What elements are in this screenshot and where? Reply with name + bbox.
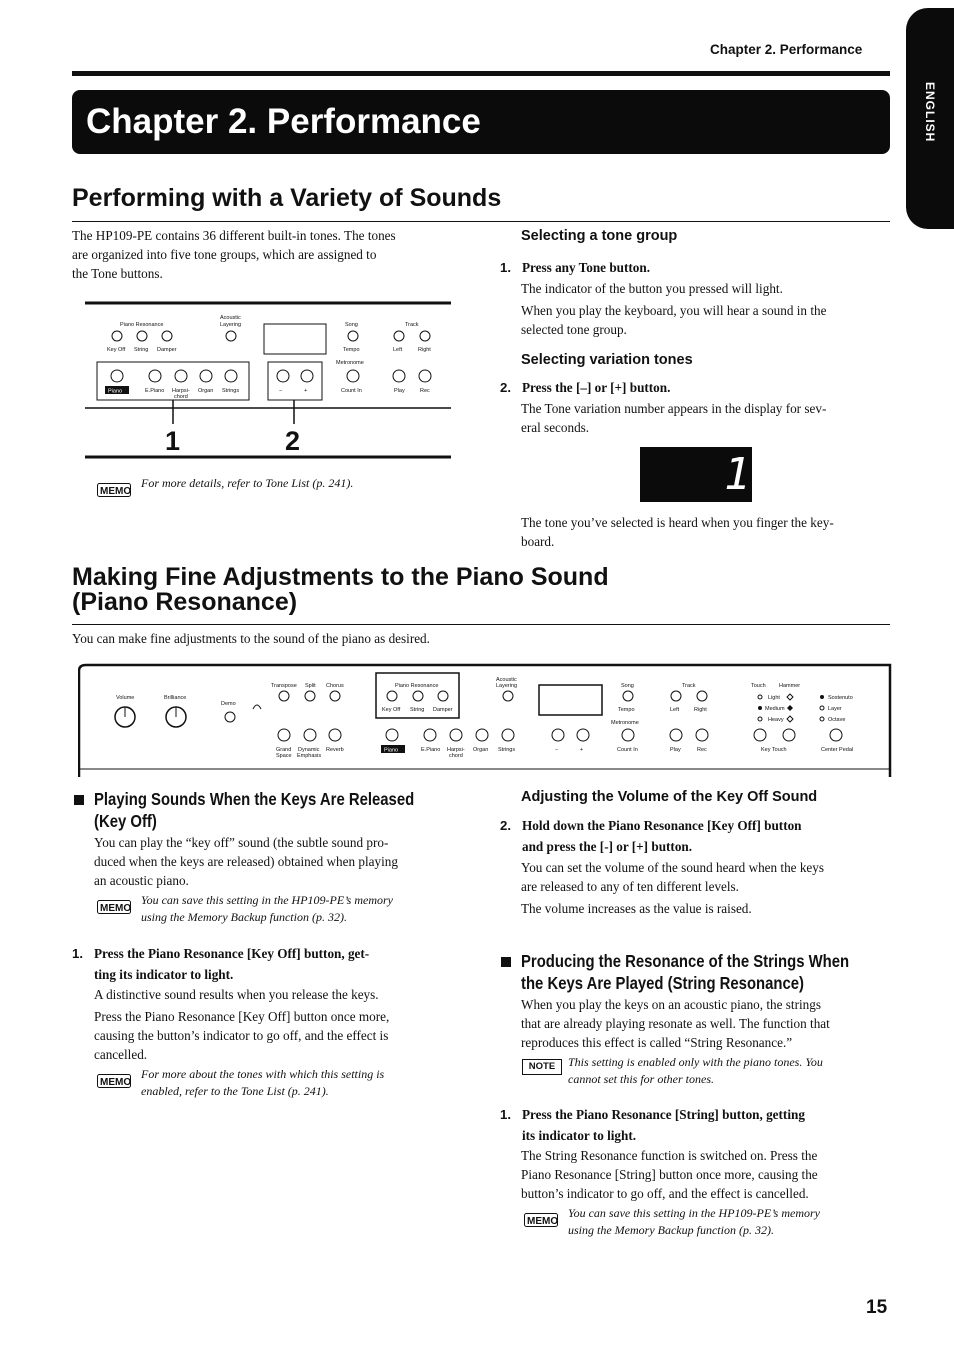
panel-label: Key Off [382,707,401,713]
memo-icon [97,483,131,497]
step-2-body: The Tone variation number appears in the display for sev- eral seconds. [521,401,827,435]
panel-label: Center Pedal [821,747,854,753]
svg-text:MEMO: MEMO [100,903,131,914]
memo-icon [524,1213,558,1227]
after-display-text: The tone you’ve selected is heard when you finger the key- board. [521,515,834,549]
display-digit: 1 [724,449,751,500]
panel-label: Right [694,707,707,713]
step-1: 1. Press any Tone button. [500,260,651,275]
panel-label: Layer [828,706,842,712]
full-panel-illustration [78,663,892,778]
panel-label: Harpsi- [172,388,190,394]
key-off-step-2-body: You can set the volume of the sound heard when the keys are released to any of ten different levels. The volume increases as the value is raised. [521,860,825,916]
bullet-square [74,795,84,805]
panel-label: Tempo [618,707,635,713]
panel-label: Split [305,683,316,689]
panel-label: Key Off [107,347,126,353]
panel-label: Octave [828,717,846,723]
tone-panel-illustration [85,300,455,462]
memo-text: For more about the tones with which this setting is enabled, refer to the Tone List (p. 241). [141,1067,385,1098]
panel-label: Grand [276,747,292,753]
section-title-sounds: Performing with a Variety of Sounds [72,184,502,212]
memo-text: You can save this setting in the HP109-PE’s memory using the Memory Backup function (p. 32). [568,1206,820,1237]
panel-label: Piano Resonance [120,322,164,328]
tone-display [640,447,752,502]
panel-label: Touch [751,683,766,689]
panel-label: Damper [433,707,453,713]
panel-label: Reverb [326,747,344,753]
panel-label: Organ [473,747,489,753]
panel-label: + [304,388,308,394]
panel-label: Transpose [271,683,297,689]
panel-label: Tempo [343,347,360,353]
memo-icon [97,1074,131,1088]
section1-intro: The HP109-PE contains 36 different built-in tones. The tones are organized into five tone groups, which are assigned to the Tone buttons. [72,228,396,281]
subheading-variation: Selecting variation tones [521,352,693,368]
panel-label: Harpsi- [447,747,465,753]
note-label: NOTE [522,1059,562,1075]
panel-label: Rec [697,747,707,753]
panel-label: Count In [341,388,362,394]
panel-label: Piano Resonance [395,683,439,689]
panel-label: Track [405,322,419,328]
key-off-step-1-body: A distinctive sound results when you release the keys. Press the Piano Resonance [Key Off] button once more, causing the button’s indicator to go off, and the effect is cancelled. [94,987,390,1062]
panel-label: − [279,388,283,394]
panel-label: Track [682,683,696,689]
svg-text:MEMO: MEMO [100,1077,131,1088]
panel-label: Play [670,747,681,753]
language-tab [906,8,954,229]
page-number: 15 [866,1297,888,1318]
heading-string-resonance: Producing the Resonance of the Strings When the Keys Are Played (String Resonance) [521,951,850,993]
panel-label: − [555,747,559,753]
panel-label: Layering [496,683,518,689]
panel-label: Left [670,707,680,713]
panel-label: Count In [617,747,638,753]
panel-label: chord [174,394,188,400]
panel-label: + [580,747,584,753]
panel-label: Hammer [779,683,801,689]
panel-label: Light [768,695,780,701]
panel-label: Heavy [768,717,784,723]
memo-text: You can save this setting in the HP109-PE’s memory using the Memory Backup function (p. 32). [141,893,393,924]
panel-label: Piano [108,388,123,395]
callout-2: 2 [285,426,301,456]
panel-label: Metronome [336,360,364,366]
memo-text: For more details, refer to Tone List (p. 241). [141,476,354,490]
chapter-banner [72,90,890,154]
step-1-body: The indicator of the button you pressed will light. When you play the keyboard, you will hear a sound in the selected tone group. [521,281,827,337]
panel-label: Brilliance [164,695,187,701]
panel-label: Play [394,388,405,394]
language-tab-label: ENGLISH [923,82,937,143]
bullet-square [501,957,511,967]
svg-text:MEMO: MEMO [100,486,131,497]
panel-label: Strings [222,388,240,394]
key-off-step-2: 2. Hold down the Piano Resonance [Key Off] button and press the [-] or [+] button. [500,818,802,854]
panel-label: Rec [420,388,430,394]
header-rule [72,71,890,76]
key-off-step-1: 1. Press the Piano Resonance [Key Off] button, get- ting its indicator to light. [72,946,370,982]
svg-text:MEMO: MEMO [527,1216,558,1227]
panel-label: Song [345,322,358,328]
string-resonance-step-1: 1. Press the Piano Resonance [String] button, getting its indicator to light. [500,1107,805,1143]
panel-label: Song [621,683,634,689]
panel-label: Acoustic [496,677,517,683]
panel-label: Volume [116,695,135,701]
section-rule [72,221,890,222]
panel-label: Sostenuto [828,695,853,701]
panel-label: Right [418,347,431,353]
panel-label: Space [276,753,292,759]
key-off-body: You can play the “key off” sound (the subtle sound pro- duced when the keys are released) obtained when playing an acoustic piano. [94,835,398,888]
panel-label: String [134,347,149,353]
string-resonance-step-1-body: The String Resonance function is switched on. Press the Piano Resonance [String] button once more, causing the button’s indicator to go off, and the effect is cancelled. [521,1148,818,1201]
panel-label: Metronome [611,720,639,726]
panel-label: Demo [221,701,236,707]
section-title-piano-resonance: Making Fine Adjustments to the Piano Sound (Piano Resonance) [72,563,609,616]
panel-label: Layering [220,322,242,328]
memo-icon [97,900,131,914]
panel-label: Piano [384,747,399,754]
section2-intro: You can make fine adjustments to the sound of the piano as desired. [72,631,430,646]
panel-label: Left [393,347,403,353]
panel-label: Strings [498,747,516,753]
string-resonance-body: When you play the keys on an acoustic piano, the strings that are already playing resonate as well. The function that reproduces this effect is called “String Resonance.” [521,997,830,1050]
panel-label: Dynamic [298,747,320,753]
panel-label: Organ [198,388,214,394]
panel-label: Acoustic [220,315,241,321]
panel-label: Damper [157,347,177,353]
section-rule [72,624,890,625]
panel-label: chord [449,753,463,759]
panel-label: E.Piano [421,747,441,753]
subheading-adjust-volume: Adjusting the Volume of the Key Off Sound [521,789,818,805]
running-header: Chapter 2. Performance [710,42,863,57]
callout-1: 1 [165,426,181,456]
chapter-title: Chapter 2. Performance [86,102,481,141]
panel-label: E.Piano [145,388,165,394]
panel-label: String [410,707,425,713]
heading-key-off: Playing Sounds When the Keys Are Released (Key Off) [94,789,415,831]
panel-label: Emphasis [297,753,322,759]
subheading-tone-group: Selecting a tone group [521,228,678,244]
step-2: 2. Press the [–] or [+] button. [500,380,671,395]
panel-label: Key Touch [761,747,787,753]
panel-label: Chorus [326,683,344,689]
panel-label: Medium [765,706,785,712]
note-text: This setting is enabled only with the piano tones. You cannot set this for other tones. [568,1055,823,1086]
